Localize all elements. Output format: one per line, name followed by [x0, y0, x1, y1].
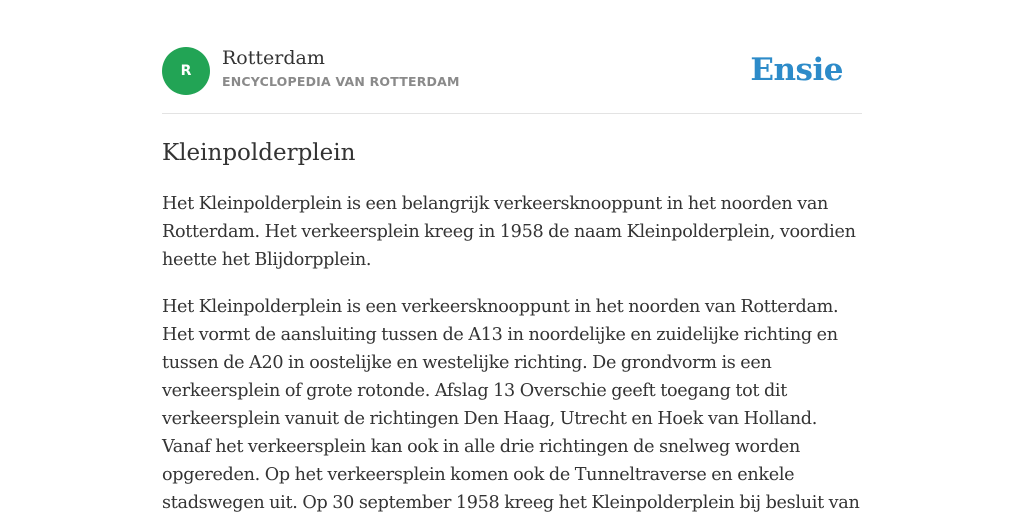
ensie-logo[interactable]: Ensie [750, 52, 843, 88]
article-paragraph: Het Kleinpolderplein is een belangrijk verkeersknooppunt in het noorden van Rotterdam. Het verkeersplein kreeg in 1958 de naam Kleinpolderplein, voordien heette het Blijdorpplein. [162, 194, 856, 270]
site-avatar[interactable]: R [162, 47, 210, 95]
header-divider [162, 113, 862, 114]
site-subtitle: ENCYCLOPEDIA VAN ROTTERDAM [222, 74, 460, 89]
article-title: Kleinpolderplein [162, 140, 356, 166]
site-name-link[interactable]: Rotterdam [222, 47, 325, 69]
article-body [162, 190, 862, 512]
site-header [162, 46, 862, 96]
article-paragraph: Het Kleinpolderplein is een verkeersknooppunt in het noorden van Rotterdam. Het vormt de aansluiting tussen de A13 in noordelijke en zuidelijke richting en tussen de A20 in oostelijke en westelijke richting. De grondvorm is een verkeersplein of grote rotonde. Afslag 13 Overschie geeft toegang tot dit verkeersplein vanuit de richtingen Den Haag, Utrecht en Hoek van Holland. Vanaf het verkeersplein kan ook in alle drie richtingen de snelweg worden opgereden. Op het verkeersplein komen ook de Tunneltraverse en enkele stadswegen uit. Op 30 september 1958 kreeg het Kleinpolderplein bij besluit van [162, 297, 860, 512]
